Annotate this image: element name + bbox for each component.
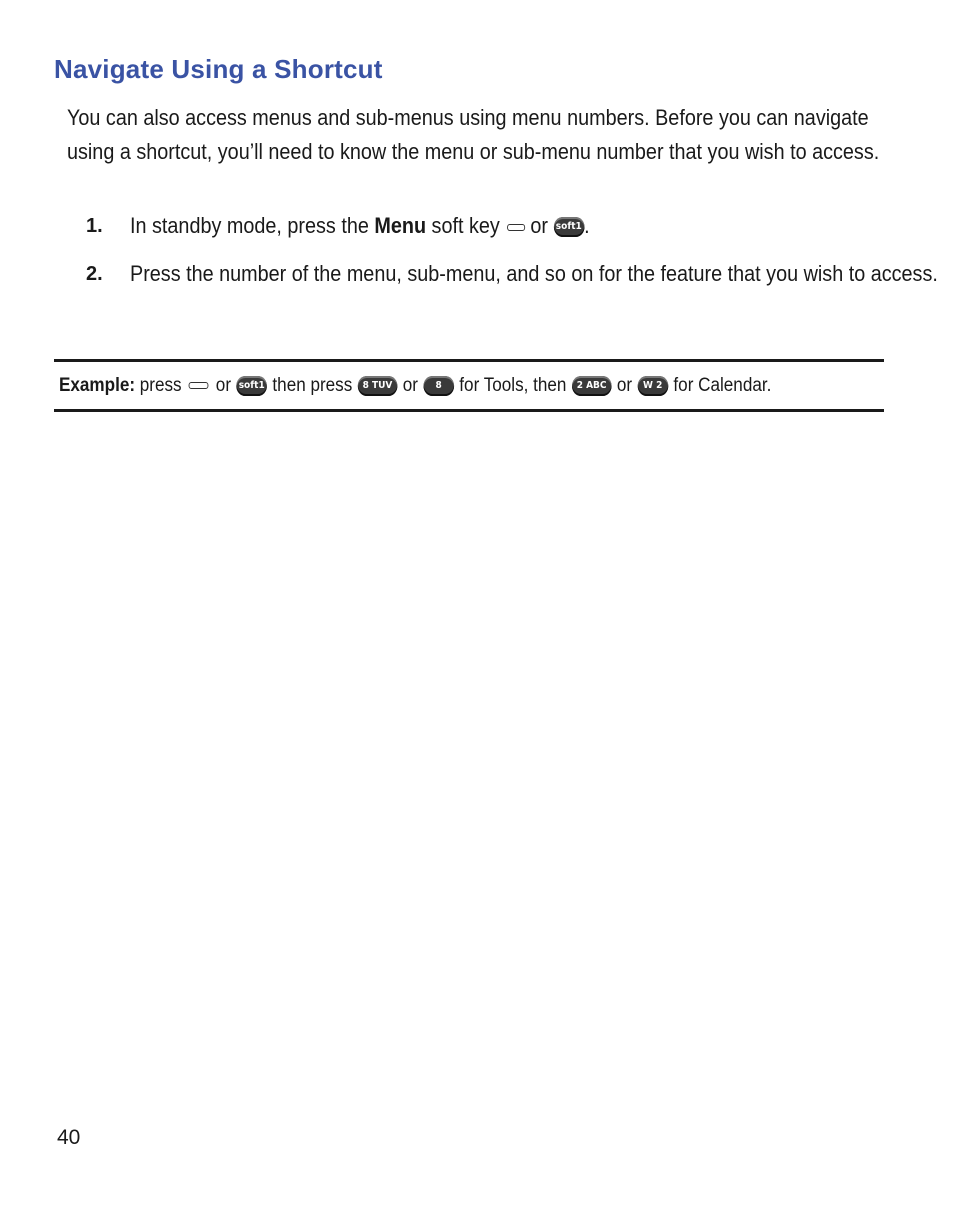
left-soft-key-line-icon xyxy=(507,224,525,231)
step-number: 1. xyxy=(86,215,103,237)
intro-paragraph: You can also access menus and sub-menus using menu numbers. Before you can navigate using a shortcut, you’ll need to know the menu or sub-menu number that you wish to access. xyxy=(67,105,880,164)
example-label: Example: xyxy=(59,375,136,396)
key-2-abc-icon: 2 ABC xyxy=(572,376,612,396)
left-soft-key-line-icon xyxy=(189,382,209,389)
key-8-qwerty-icon: 8 xyxy=(423,376,454,396)
soft1-key-icon: soft1 xyxy=(236,376,267,396)
page-number: 40 xyxy=(57,1126,81,1149)
step-1 xyxy=(86,206,954,246)
key-8-tuv-icon: 8 TUV xyxy=(358,376,398,396)
soft1-key-icon: soft1 xyxy=(554,217,585,237)
example-bottom-divider xyxy=(54,409,884,412)
key-w2-qwerty-icon: W 2 xyxy=(637,376,668,396)
example-note: Example: press or soft1 then press 8 TUV or 8 for Tools, then 2 ABC or W 2 for Calendar. xyxy=(59,375,772,396)
step-2 xyxy=(86,254,954,334)
step-number: 2. xyxy=(86,263,103,285)
step-text: Press the number of the menu, sub-menu, and so on for the feature that you wish to access. xyxy=(130,261,938,286)
step-text: In standby mode, press the Menu soft key or soft1 . xyxy=(130,213,590,238)
example-top-divider xyxy=(54,359,884,362)
section-title: Navigate Using a Shortcut xyxy=(54,54,383,84)
menu-label: Menu xyxy=(374,213,427,238)
